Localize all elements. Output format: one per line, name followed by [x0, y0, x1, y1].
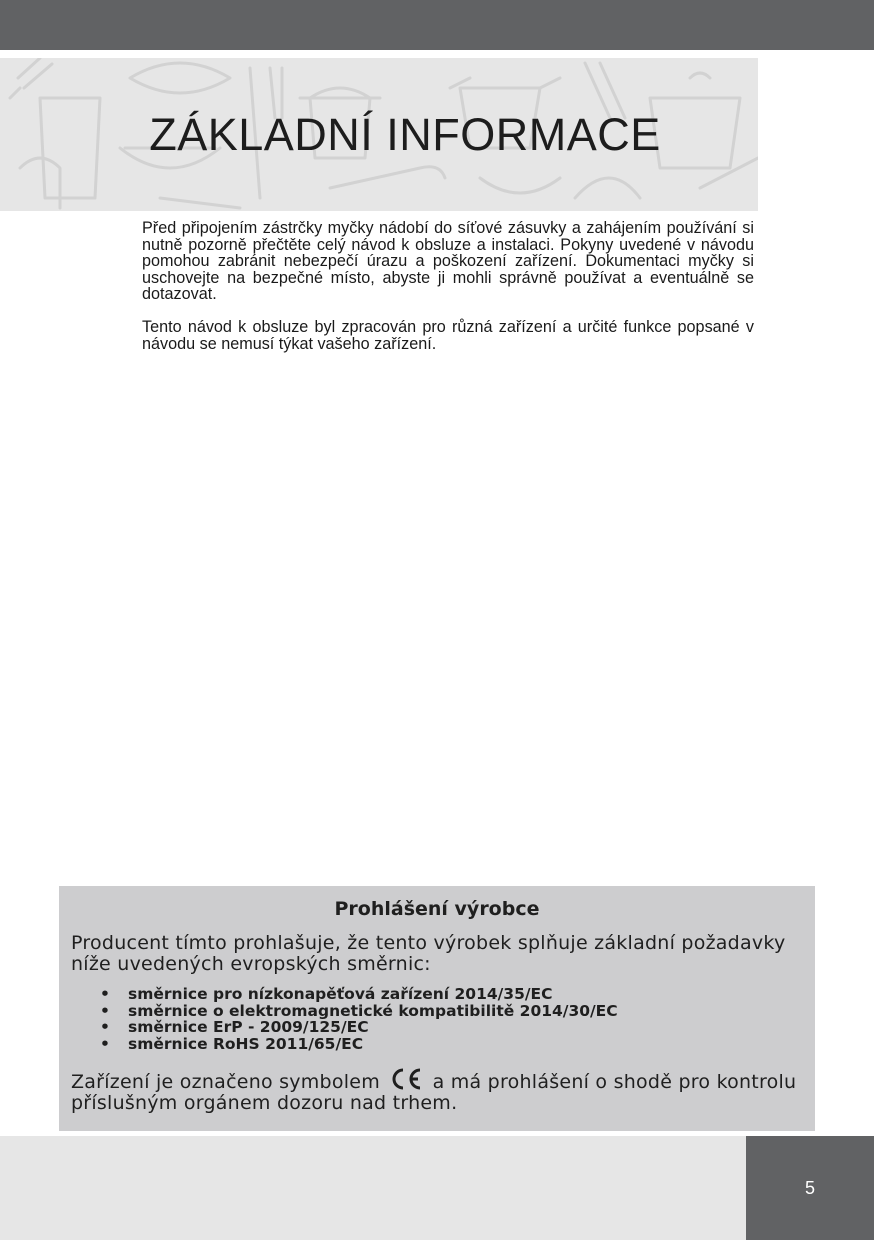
top-bar	[0, 0, 874, 50]
bullet: •	[100, 1034, 110, 1053]
page-number: 5	[746, 1136, 874, 1240]
page-title: ZÁKLADNÍ INFORMACE	[149, 108, 661, 160]
bullet: •	[100, 1018, 110, 1036]
intro-paragraph: Tento návod k obsluze byl zpracován pro různá zařízení a určité funkce popsané v návodu se nemusí týkat vašeho zařízení.	[142, 317, 754, 353]
footer-band	[0, 1136, 746, 1240]
declaration-title: Prohlášení výrobce	[334, 898, 540, 920]
intro-paragraph: Před připojením zástrčky myčky nádobí do síťové zásuvky a zahájením používání si nutně pozorně přečtěte celý návod k obsluze a instalaci. Pokyny uvedené v návodu pomohou zabránit nebezpečí úrazu a poškození zařízení. Dokumentaci myčky si uschovejte na bezpečné místo, abyste ji mohli správně používat a eventuálně se dotazovat.	[142, 219, 754, 304]
declaration-closing: Zařízení je označeno symbolem a má prohlášení o shodě pro kontrolu příslušným orgánem dozoru nad trhem.	[71, 1067, 803, 1114]
ce-mark-icon	[388, 1067, 424, 1091]
bullet: •	[100, 1001, 110, 1020]
list-item: • směrnice RoHS 2011/65/EC	[100, 1034, 364, 1053]
title-banner	[0, 58, 758, 211]
directive-list	[71, 986, 803, 1052]
list-item: • směrnice ErP - 2009/125/EC	[100, 1018, 369, 1036]
declaration-lead: Producent tímto prohlašuje, že tento výrobek splňuje základní požadavky níže uvedených evropských směrnic:	[71, 932, 786, 975]
list-item: • směrnice o elektromagnetické kompatibilitě 2014/30/EC	[100, 1001, 618, 1020]
intro-text	[142, 220, 754, 368]
manufacturer-declaration	[59, 886, 815, 1131]
list-item: • směrnice pro nízkonapěťová zařízení 2014/35/EC	[100, 985, 553, 1003]
bullet: •	[100, 985, 110, 1003]
